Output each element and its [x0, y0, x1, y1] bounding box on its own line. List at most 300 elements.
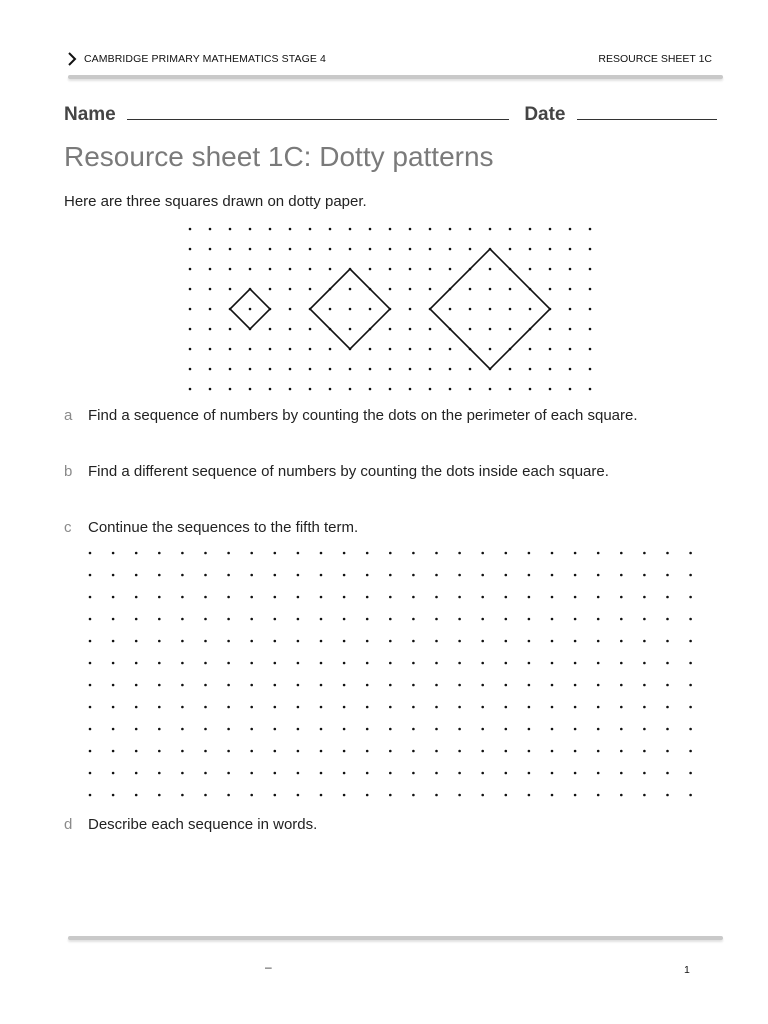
grid-dot	[289, 308, 292, 311]
grid-dot	[366, 618, 369, 621]
grid-dot	[574, 574, 577, 577]
grid-dot	[329, 268, 332, 271]
grid-dot	[274, 574, 277, 577]
grid-dot	[435, 794, 438, 797]
grid-dot	[505, 552, 508, 555]
grid-dot	[643, 706, 646, 709]
grid-dot	[158, 684, 161, 687]
grid-dot	[366, 684, 369, 687]
grid-dot	[597, 706, 600, 709]
grid-dot	[469, 288, 472, 291]
grid-dot	[529, 228, 532, 231]
grid-dot	[389, 618, 392, 621]
grid-dot	[369, 348, 372, 351]
grid-dot	[329, 228, 332, 231]
grid-dot	[435, 640, 438, 643]
grid-dot	[666, 684, 669, 687]
question-c-letter: c	[64, 519, 72, 536]
grid-dot	[189, 268, 192, 271]
grid-dot	[343, 618, 346, 621]
grid-dot	[289, 228, 292, 231]
grid-dot	[620, 728, 623, 731]
grid-dot	[189, 308, 192, 311]
grid-dot	[489, 388, 492, 391]
grid-dot	[329, 308, 332, 311]
grid-dot	[481, 574, 484, 577]
grid-dot	[158, 794, 161, 797]
grid-dot	[249, 308, 252, 311]
grid-dot	[181, 596, 184, 599]
grid-dot	[589, 348, 592, 351]
grid-dot	[189, 288, 192, 291]
grid-dot	[412, 706, 415, 709]
grid-dot	[528, 728, 531, 731]
grid-dot	[551, 706, 554, 709]
grid-dot	[229, 388, 232, 391]
grid-dot	[227, 684, 230, 687]
grid-dot	[269, 228, 272, 231]
grid-dot	[505, 640, 508, 643]
grid-dot	[112, 794, 115, 797]
grid-dot	[643, 574, 646, 577]
grid-dot	[289, 248, 292, 251]
grid-dot	[366, 772, 369, 775]
grid-dot	[112, 684, 115, 687]
grid-dot	[481, 618, 484, 621]
grid-dot	[528, 640, 531, 643]
grid-dot	[489, 288, 492, 291]
grid-dot	[389, 794, 392, 797]
grid-dot	[135, 750, 138, 753]
grid-dot	[528, 750, 531, 753]
grid-dot	[412, 662, 415, 665]
grid-dot	[366, 728, 369, 731]
grid-dot	[229, 248, 232, 251]
grid-dot	[574, 728, 577, 731]
grid-dot	[289, 288, 292, 291]
grid-dot	[449, 268, 452, 271]
grid-dot	[289, 388, 292, 391]
grid-dot	[458, 794, 461, 797]
grid-dot	[689, 552, 692, 555]
grid-dot	[297, 662, 300, 665]
grid-dot	[366, 794, 369, 797]
question-d-text: Describe each sequence in words.	[88, 816, 318, 833]
grid-dot	[369, 308, 372, 311]
grid-dot	[343, 662, 346, 665]
grid-dot	[389, 750, 392, 753]
header-series-title: CAMBRIDGE PRIMARY MATHEMATICS STAGE 4	[84, 53, 326, 65]
grid-dot	[528, 552, 531, 555]
grid-dot	[112, 662, 115, 665]
grid-dot	[189, 328, 192, 331]
grid-dot	[449, 228, 452, 231]
grid-dot	[135, 640, 138, 643]
grid-dot	[320, 794, 323, 797]
grid-dot	[509, 248, 512, 251]
grid-dot	[551, 772, 554, 775]
name-date-row	[64, 101, 717, 126]
grid-dot	[409, 268, 412, 271]
grid-dot	[297, 640, 300, 643]
grid-dot	[227, 706, 230, 709]
grid-dot	[481, 552, 484, 555]
grid-dot	[227, 662, 230, 665]
grid-dot	[643, 662, 646, 665]
grid-dot	[349, 288, 352, 291]
grid-dot	[528, 662, 531, 665]
grid-dot	[269, 348, 272, 351]
grid-dot	[529, 368, 532, 371]
grid-dot	[412, 596, 415, 599]
grid-dot	[135, 794, 138, 797]
grid-dot	[505, 750, 508, 753]
grid-dot	[204, 662, 207, 665]
grid-dot	[274, 706, 277, 709]
grid-dot	[297, 794, 300, 797]
grid-dot	[112, 618, 115, 621]
grid-dot	[429, 328, 432, 331]
grid-dot	[505, 772, 508, 775]
grid-dot	[204, 750, 207, 753]
grid-dot	[89, 552, 92, 555]
grid-dot	[349, 328, 352, 331]
grid-dot	[389, 288, 392, 291]
grid-dot	[435, 772, 438, 775]
grid-dot	[349, 248, 352, 251]
grid-dot	[250, 574, 253, 577]
grid-dot	[412, 794, 415, 797]
grid-dot	[181, 662, 184, 665]
grid-dot	[181, 684, 184, 687]
page-number: 1	[684, 964, 690, 976]
grid-dot	[297, 618, 300, 621]
grid-dot	[597, 728, 600, 731]
grid-dot	[269, 288, 272, 291]
grid-dot	[89, 750, 92, 753]
grid-dot	[643, 794, 646, 797]
grid-dot	[429, 388, 432, 391]
grid-dot	[204, 596, 207, 599]
grid-dot	[366, 552, 369, 555]
grid-dot	[343, 728, 346, 731]
grid-dot	[366, 574, 369, 577]
grid-dot	[89, 772, 92, 775]
grid-dot	[409, 328, 412, 331]
footer-divider	[68, 936, 723, 940]
grid-dot	[643, 684, 646, 687]
grid-dot	[249, 228, 252, 231]
grid-dot	[320, 772, 323, 775]
grid-dot	[435, 618, 438, 621]
grid-dot	[620, 618, 623, 621]
grid-dot	[505, 596, 508, 599]
grid-dot	[574, 750, 577, 753]
grid-dot	[250, 728, 253, 731]
grid-dot	[112, 728, 115, 731]
grid-dot	[389, 268, 392, 271]
grid-dot	[204, 794, 207, 797]
grid-dot	[551, 574, 554, 577]
grid-dot	[529, 348, 532, 351]
name-label: Name	[64, 104, 116, 125]
grid-dot	[589, 328, 592, 331]
grid-dot	[589, 268, 592, 271]
grid-dot	[289, 268, 292, 271]
grid-dot	[449, 248, 452, 251]
grid-dot	[320, 706, 323, 709]
grid-dot	[689, 728, 692, 731]
grid-dot	[274, 552, 277, 555]
grid-dot	[135, 618, 138, 621]
grid-dot	[343, 772, 346, 775]
grid-dot	[289, 368, 292, 371]
grid-dot	[589, 248, 592, 251]
grid-dot	[597, 684, 600, 687]
grid-dot	[320, 618, 323, 621]
grid-dot	[574, 552, 577, 555]
grid-dot	[189, 348, 192, 351]
grid-dot	[551, 618, 554, 621]
grid-dot	[181, 640, 184, 643]
grid-dot	[112, 640, 115, 643]
grid-dot	[458, 684, 461, 687]
grid-dot	[366, 596, 369, 599]
grid-dot	[505, 618, 508, 621]
grid-dot	[204, 552, 207, 555]
grid-dot	[250, 640, 253, 643]
grid-dot	[689, 772, 692, 775]
grid-dot	[574, 706, 577, 709]
grid-dot	[249, 268, 252, 271]
grid-dot	[429, 348, 432, 351]
grid-dot	[250, 662, 253, 665]
grid-dot	[89, 574, 92, 577]
grid-dot	[489, 228, 492, 231]
grid-dot	[435, 728, 438, 731]
grid-dot	[489, 348, 492, 351]
grid-dot	[227, 574, 230, 577]
date-field-line[interactable]	[577, 101, 717, 120]
grid-dot	[409, 388, 412, 391]
grid-dot	[435, 552, 438, 555]
grid-dot	[158, 706, 161, 709]
grid-dot	[597, 640, 600, 643]
grid-dot	[309, 288, 312, 291]
grid-dot	[643, 750, 646, 753]
grid-dot	[204, 772, 207, 775]
grid-dot	[412, 618, 415, 621]
grid-dot	[569, 288, 572, 291]
grid-dot	[574, 596, 577, 599]
grid-dot	[666, 750, 669, 753]
grid-dot	[449, 388, 452, 391]
grid-dot	[549, 288, 552, 291]
grid-dot	[250, 794, 253, 797]
grid-dot	[489, 328, 492, 331]
grid-dot	[689, 662, 692, 665]
grid-dot	[181, 728, 184, 731]
grid-dot	[249, 348, 252, 351]
grid-dot	[412, 552, 415, 555]
grid-dot	[297, 750, 300, 753]
grid-dot	[689, 596, 692, 599]
question-b-letter: b	[64, 463, 73, 480]
grid-dot	[574, 618, 577, 621]
grid-dot	[481, 662, 484, 665]
grid-dot	[529, 388, 532, 391]
header-sheet-label: RESOURCE SHEET 1C	[598, 53, 712, 65]
grid-dot	[158, 662, 161, 665]
grid-dot	[297, 684, 300, 687]
name-field-line[interactable]	[127, 101, 509, 120]
grid-dot	[189, 248, 192, 251]
grid-dot	[597, 662, 600, 665]
grid-dot	[551, 728, 554, 731]
grid-dot	[435, 750, 438, 753]
grid-dot	[181, 552, 184, 555]
grid-dot	[229, 348, 232, 351]
grid-dot	[289, 328, 292, 331]
grid-dot	[597, 618, 600, 621]
grid-dot	[269, 328, 272, 331]
grid-dot	[274, 640, 277, 643]
grid-dot	[209, 228, 212, 231]
grid-dot	[250, 552, 253, 555]
grid-dot	[620, 574, 623, 577]
grid-dot	[112, 552, 115, 555]
grid-dot	[412, 772, 415, 775]
grid-dot	[320, 662, 323, 665]
grid-dot	[274, 750, 277, 753]
grid-dot	[529, 308, 532, 311]
grid-dot	[229, 268, 232, 271]
grid-dot	[509, 228, 512, 231]
grid-dot	[689, 574, 692, 577]
grid-dot	[574, 640, 577, 643]
grid-dot	[469, 388, 472, 391]
grid-dot	[469, 248, 472, 251]
chevron-right-icon	[66, 51, 78, 67]
grid-dot	[509, 288, 512, 291]
question-b-text: Find a different sequence of numbers by counting the dots inside each square.	[88, 463, 609, 480]
grid-dot	[449, 308, 452, 311]
grid-dot	[158, 640, 161, 643]
grid-dot	[505, 662, 508, 665]
grid-dot	[135, 728, 138, 731]
grid-dot	[158, 574, 161, 577]
grid-dot	[666, 574, 669, 577]
grid-dot	[458, 706, 461, 709]
grid-dot	[412, 750, 415, 753]
grid-dot	[89, 618, 92, 621]
grid-dot	[158, 728, 161, 731]
grid-dot	[389, 772, 392, 775]
grid-dot	[509, 368, 512, 371]
grid-dot	[551, 596, 554, 599]
grid-dot	[204, 684, 207, 687]
grid-dot	[574, 772, 577, 775]
grid-dot	[343, 750, 346, 753]
grid-dot	[343, 552, 346, 555]
grid-dot	[551, 552, 554, 555]
grid-dot	[481, 794, 484, 797]
grid-dot	[297, 552, 300, 555]
grid-dot	[89, 596, 92, 599]
grid-dot	[643, 728, 646, 731]
grid-dot	[309, 248, 312, 251]
grid-dot	[269, 388, 272, 391]
grid-dot	[597, 772, 600, 775]
grid-dot	[509, 308, 512, 311]
grid-dot	[349, 388, 352, 391]
squares-figure	[180, 220, 600, 396]
grid-dot	[274, 596, 277, 599]
grid-dot	[666, 728, 669, 731]
grid-dot	[505, 706, 508, 709]
grid-dot	[227, 794, 230, 797]
grid-dot	[569, 328, 572, 331]
grid-dot	[227, 772, 230, 775]
grid-dot	[204, 728, 207, 731]
grid-dot	[469, 368, 472, 371]
grid-dot	[569, 248, 572, 251]
grid-dot	[389, 640, 392, 643]
grid-dot	[666, 640, 669, 643]
grid-dot	[309, 328, 312, 331]
question-a-letter: a	[64, 407, 73, 424]
grid-dot	[409, 228, 412, 231]
grid-dot	[250, 772, 253, 775]
grid-dot	[89, 640, 92, 643]
grid-dot	[589, 368, 592, 371]
grid-dot	[505, 684, 508, 687]
grid-dot	[329, 348, 332, 351]
grid-dot	[112, 750, 115, 753]
grid-dot	[643, 640, 646, 643]
grid-dot	[209, 368, 212, 371]
grid-dot	[389, 248, 392, 251]
grid-dot	[269, 368, 272, 371]
grid-dot	[297, 728, 300, 731]
grid-dot	[227, 728, 230, 731]
grid-dot	[666, 772, 669, 775]
grid-dot	[458, 728, 461, 731]
grid-dot	[597, 552, 600, 555]
grid-dot	[343, 574, 346, 577]
grid-dot	[435, 596, 438, 599]
grid-dot	[204, 706, 207, 709]
grid-dot	[481, 684, 484, 687]
dotty-work-grid[interactable]	[80, 543, 706, 805]
grid-dot	[620, 794, 623, 797]
grid-dot	[458, 772, 461, 775]
grid-dot	[181, 772, 184, 775]
grid-dot	[343, 640, 346, 643]
grid-dot	[229, 288, 232, 291]
grid-dot	[409, 308, 412, 311]
grid-dot	[551, 640, 554, 643]
grid-dot	[309, 388, 312, 391]
grid-dot	[343, 596, 346, 599]
grid-dot	[429, 228, 432, 231]
grid-dot	[689, 618, 692, 621]
grid-dot	[429, 288, 432, 291]
grid-dot	[389, 728, 392, 731]
grid-dot	[249, 248, 252, 251]
grid-dot	[689, 640, 692, 643]
grid-dot	[528, 684, 531, 687]
